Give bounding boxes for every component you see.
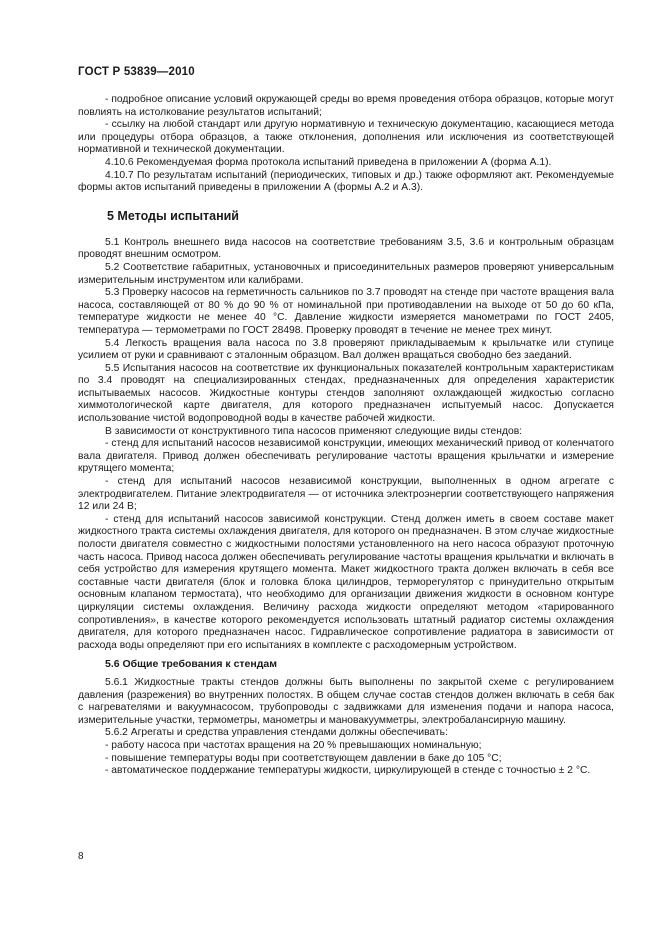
section-heading-5: 5 Методы испытаний <box>107 208 239 223</box>
paragraph-clause-5-4: 5.4 Легкость вращения вала насоса по 3.8 проверяют прикладываемым к крыльчатке или ступице усилием от руки и сравнивают с эталонным образцом. Вал должен вращаться свободно без заеданий. <box>78 337 614 362</box>
list-item: - стенд для испытаний насосов зависимой конструкции. Стенд должен иметь в своем составе макет жидкостного тракта системы охлаждения двигателя, для которого он предназначен. В этом случае жидкостные полости двигателя совместно с жидкостными полостями установленного на него насоса образуют проточную часть насоса. Привод насоса должен обеспечивать регулирование частоты вращения крыльчатки и включать в себя устройство для измерения крутящего момента. Макет жидкостного тракта должен включать в себя все составные части двигателя (блок и головка блока цилиндров, терморегулятор с принудительно открытым основным клапаном термостата), что необходимо для организации движения жидкости в основном контуре циркуляции системы охлаждения. Величину расхода жидкости определяют методом «тарированного сопротивления», в качестве которого рекомендуется использовать штатный радиатор системы охлаждения двигателя, для которого предназначен насос. Гидравлическое сопротивление радиатора в зависимости от расхода воды определяют при его испытаниях в комплекте с расходомерным устройством. <box>78 513 614 651</box>
list-item: - автоматическое поддержание температуры жидкости, циркулирующей в стенде с точностью ± 2 °С. <box>105 765 591 777</box>
list-item: - повышение температуры воды при соответствующем давлении в баке до 105 °С; <box>105 752 502 764</box>
paragraph: - подробное описание условий окружающей среды во время проведения отбора образцов, которые могут повлиять на истолкование результатов испытаний; <box>78 94 614 118</box>
document-header: ГОСТ Р 53839—2010 <box>78 66 195 78</box>
paragraph-clause-5-5: 5.5 Испытания насосов на соответствие их функциональных показателей контрольным характеристикам по 3.4 проводят на специализированных стендах, предназначенных для определения характеристик испытываемых насосов. Жидкостные контуры стендов заполняют охлаждающей жидкостью согласно химмотологической карте двигателя, для которого предназначен испытуемый насос. Допускается использование чистой водопроводной воды в качестве рабочей жидкости. <box>78 362 614 425</box>
paragraph: - ссылку на любой стандарт или другую нормативную и техническую документацию, касающиеся метода или процедуры отбора образцов, а также отклонения, дополнения или исключения из соответствующей нормативной и технической документации. <box>78 119 614 156</box>
document-body <box>78 94 614 778</box>
list-item: - стенд для испытаний насосов независимой конструкции, имеющих механический привод от коленчатого вала двигателя. Привод должен обеспечивать регулирование частоты вращения крыльчатки и измерение крутящего момента; <box>78 438 614 475</box>
paragraph: В зависимости от конструктивного типа насосов применяют следующие виды стендов: <box>105 425 523 437</box>
list-item: - стенд для испытаний насосов независимой конструкции, выполненных в одном агрегате с электродвигателем. Питание электродвигателя — от источника электроэнергии соответствующего напряжения 12 или 24 В; <box>78 476 614 513</box>
subsection-heading-5-6: 5.6 Общие требования к стендам <box>105 658 277 671</box>
paragraph-clause-5-2: 5.2 Соответствие габаритных, установочных и присоединительных размеров проверяют универсальным измерительным инструментом или калибрами. <box>78 261 614 286</box>
list-item: - работу насоса при частотах вращения на 20 % превышающих номинальную; <box>105 739 482 751</box>
page-number: 8 <box>78 851 84 862</box>
paragraph-clause-4-10-6: 4.10.6 Рекомендуемая форма протокола испытаний приведена в приложении А (форма А.1). <box>105 156 552 168</box>
paragraph-clause-5-6-2: 5.6.2 Агрегаты и средства управления стендами должны обеспечивать: <box>105 727 448 739</box>
paragraph-clause-4-10-7: 4.10.7 По результатам испытаний (периодических, типовых и др.) также оформляют акт. Рекомендуемые формы актов испытаний приведены в приложении А (формы А.2 и А.3). <box>78 169 614 194</box>
paragraph-clause-5-3: 5.3 Проверку насосов на герметичность сальников по 3.7 проводят на стенде при частоте вращения вала насоса, составляющей от 80 % до 90 % от номинальной при противодавлении на выходе от 50 до 60 кПа, температуре жидкости не менее 40 °С. Давление жидкости измеряется манометрами по ГОСТ 2405, температура — термометрами по ГОСТ 28498. Проверку проводят в течение не менее трех минут. <box>78 287 614 336</box>
paragraph-clause-5-6-1: 5.6.1 Жидкостные тракты стендов должны быть выполнены по закрытой схеме с регулированием давления (разрежения) во внутренних полостях. В общем случае состав стендов должен включать в себя бак с нагревателями и вакуумнасосом, трубопроводы с задвижками для изменения подачи и напора насоса, измерительные участки, термометры, манометры и мановакуумметры, электробалансирную машину. <box>78 676 614 726</box>
paragraph-clause-5-1: 5.1 Контроль внешнего вида насосов на соответствие требованиям 3.5, 3.6 и контрольным образцам проводят внешним осмотром. <box>78 236 614 261</box>
